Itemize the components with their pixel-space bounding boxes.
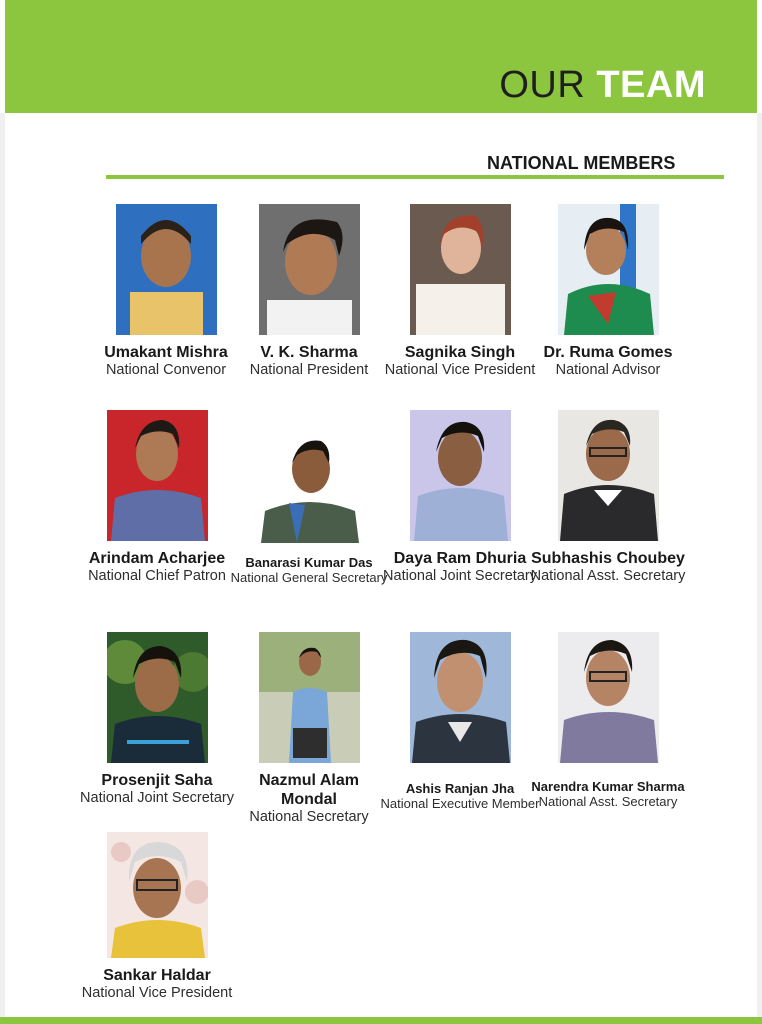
- page-title: [499, 66, 706, 104]
- page-title-team: TEAM: [596, 64, 706, 106]
- page-title-our: OUR: [499, 64, 597, 106]
- member-card: [528, 632, 688, 810]
- member-photo: [558, 410, 659, 541]
- member-role: National Joint Secretary: [383, 568, 537, 584]
- member-name: Ashis Ranjan Jha: [405, 781, 515, 796]
- member-name: Subhashis Choubey: [531, 550, 685, 567]
- member-name: Sankar Haldar: [103, 967, 211, 984]
- member-card: [380, 204, 540, 379]
- member-photo: [410, 204, 511, 335]
- member-name: Dr. Ruma Gomes: [543, 344, 673, 361]
- member-photo: [107, 832, 208, 958]
- member-name: Umakant Mishra: [104, 344, 228, 361]
- member-card: [380, 410, 540, 585]
- member-role: National Joint Secretary: [80, 790, 234, 806]
- member-photo: [558, 632, 659, 763]
- member-photo: [410, 632, 511, 763]
- member-card: [77, 632, 237, 807]
- member-card: [528, 410, 688, 585]
- member-card: [86, 204, 246, 379]
- member-card: [229, 204, 389, 379]
- member-photo: [259, 632, 360, 763]
- member-photo: [558, 204, 659, 335]
- member-role: National Advisor: [555, 362, 661, 378]
- member-role: National Executive Member: [380, 796, 540, 811]
- member-role: National Asst. Secretary: [530, 568, 686, 584]
- member-name: Daya Ram Dhuria: [393, 550, 527, 567]
- member-photo: [259, 433, 360, 543]
- member-card: [229, 433, 389, 586]
- member-photo: [107, 410, 208, 541]
- left-border: [0, 113, 5, 1024]
- member-role: National Asst. Secretary: [538, 794, 678, 809]
- member-name: Nazmul Alam Mondal: [259, 772, 359, 808]
- section-divider: [106, 175, 724, 179]
- member-role: National Convenor: [105, 362, 227, 378]
- member-role: National Vice President: [384, 362, 536, 378]
- member-card: [77, 410, 237, 585]
- member-role: National Secretary: [249, 809, 369, 825]
- member-name: Banarasi Kumar Das: [245, 555, 373, 570]
- member-photo: [116, 204, 217, 335]
- member-photo: [410, 410, 511, 541]
- member-role: National General Secretary: [230, 570, 388, 585]
- footer-band: [0, 1017, 762, 1024]
- member-card: [528, 204, 688, 379]
- member-name: V. K. Sharma: [260, 344, 358, 361]
- member-photo: [107, 632, 208, 763]
- section-title: NATIONAL MEMBERS: [487, 153, 676, 173]
- member-role: National President: [249, 362, 369, 378]
- member-card: [380, 632, 540, 812]
- member-name: Narendra Kumar Sharma: [531, 779, 685, 794]
- right-border: [757, 113, 762, 1024]
- member-role: National Vice President: [81, 985, 233, 1001]
- member-card: [77, 832, 237, 1002]
- member-name: Prosenjit Saha: [101, 772, 213, 789]
- member-name: Sagnika Singh: [404, 344, 516, 361]
- member-card: [229, 632, 389, 826]
- member-photo: [259, 204, 360, 335]
- member-name: Arindam Acharjee: [88, 550, 226, 567]
- member-role: National Chief Patron: [88, 568, 226, 584]
